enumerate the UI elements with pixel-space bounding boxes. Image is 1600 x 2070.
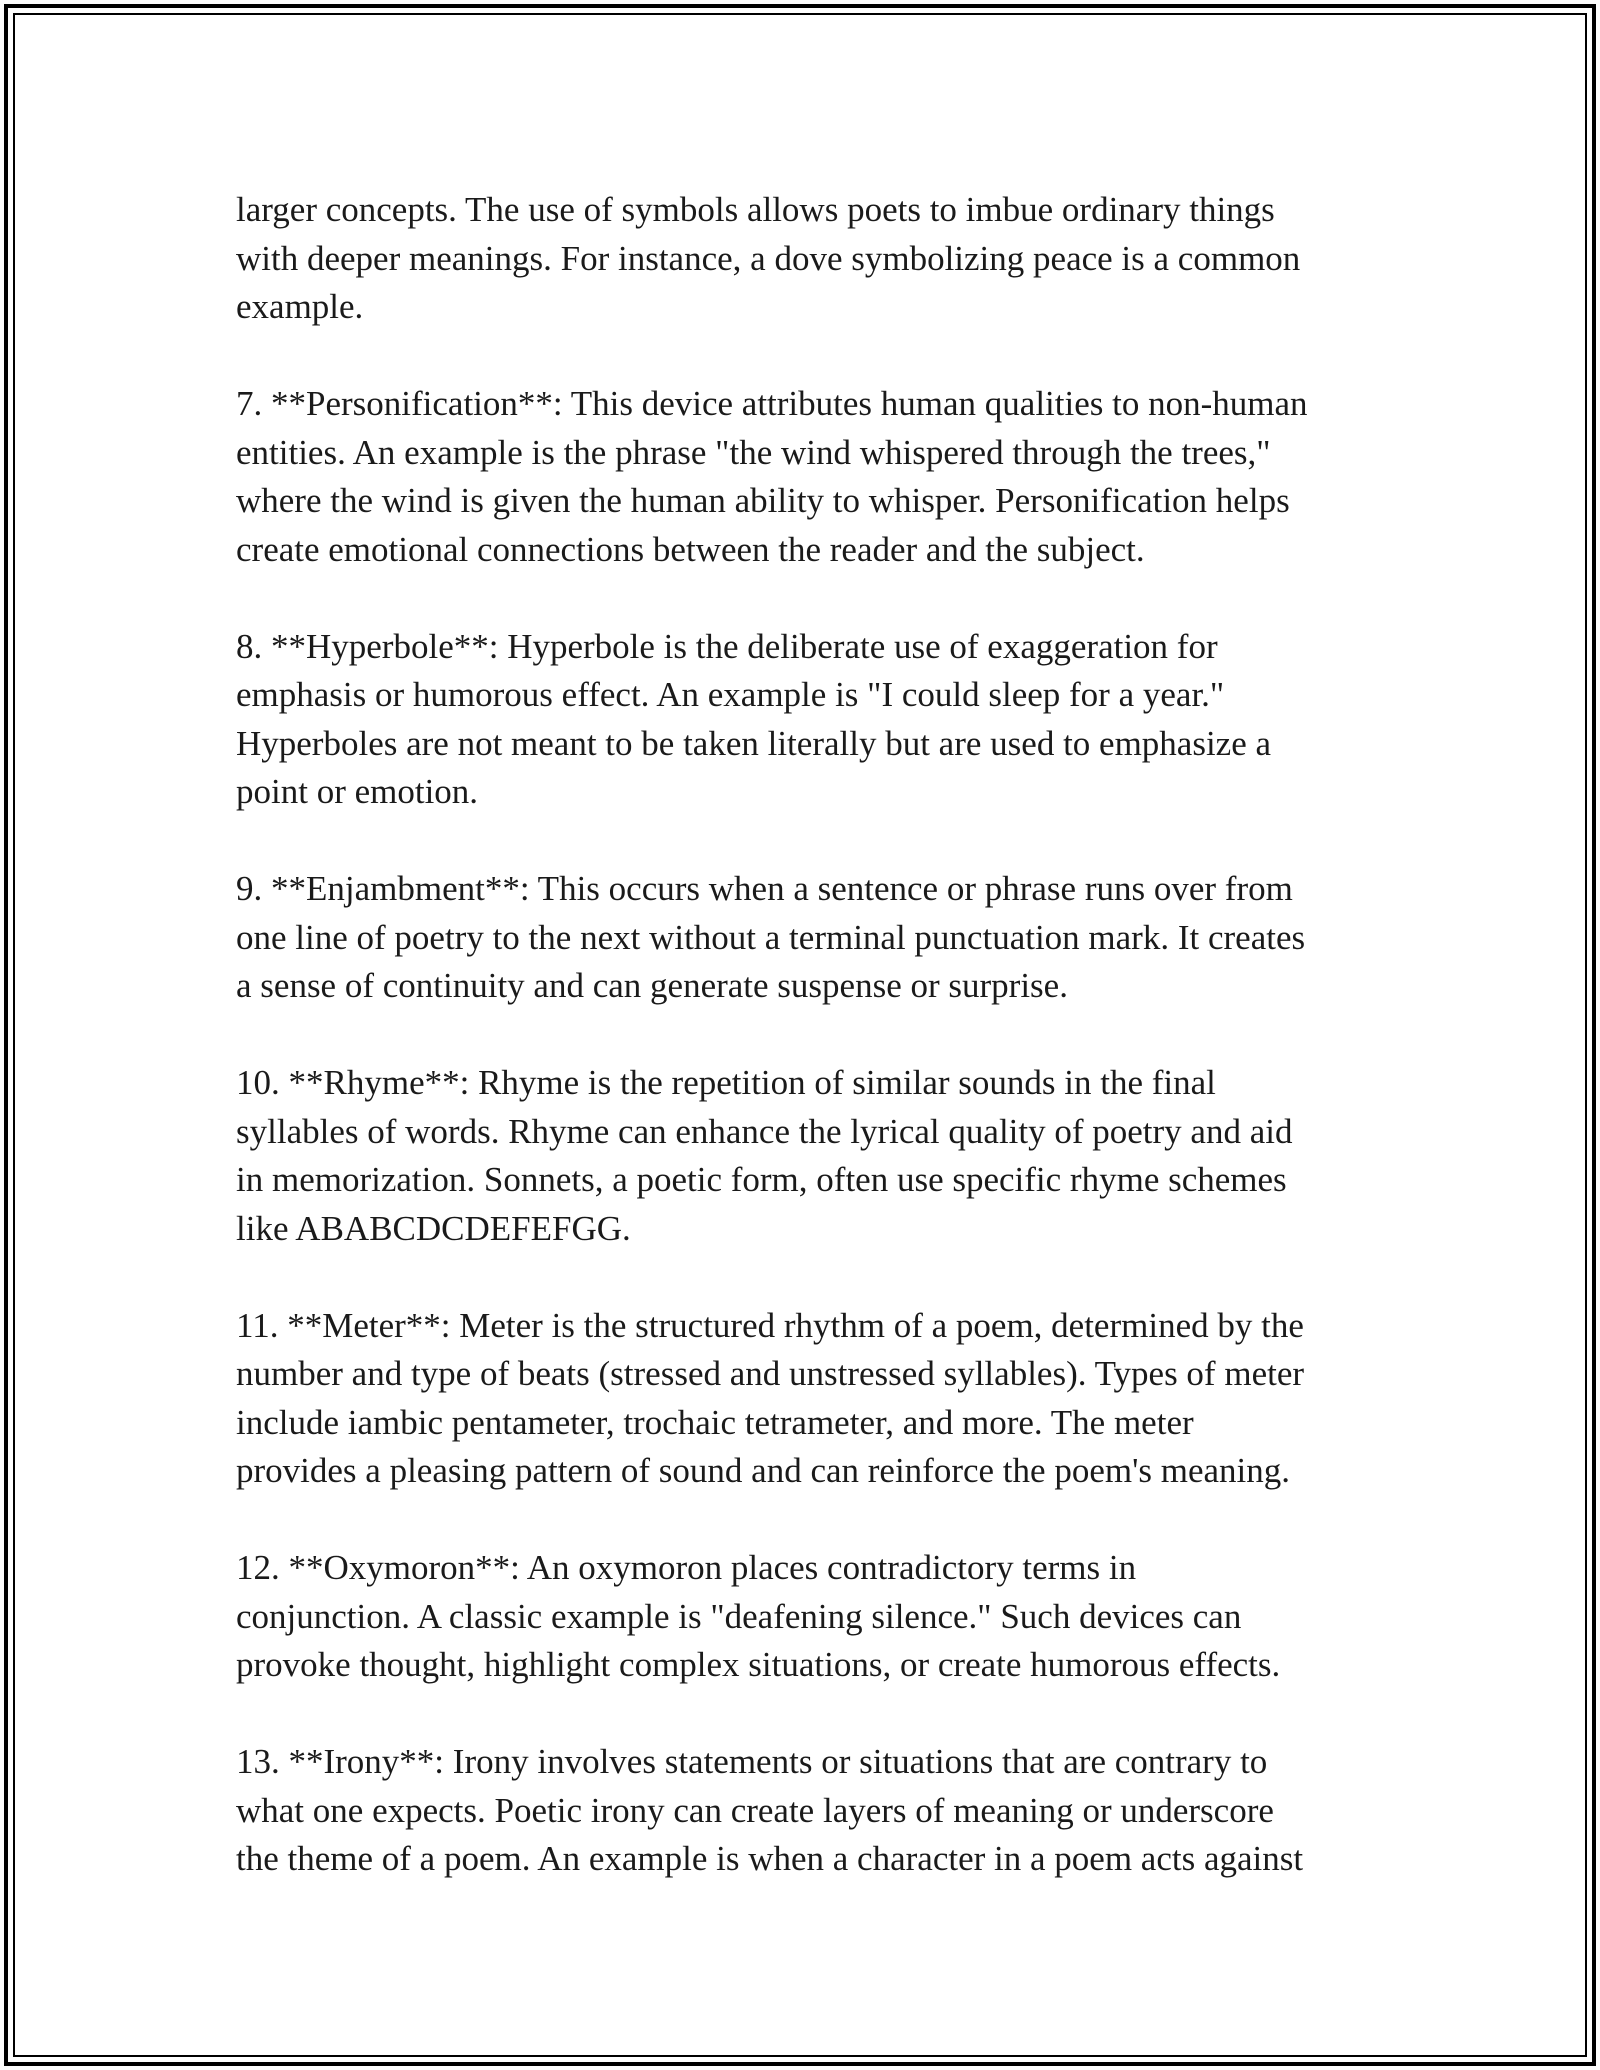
paragraph-oxymoron <box>236 1544 1396 1690</box>
text-line: emphasis or humorous effect. An example is "I could sleep for a year." <box>236 675 1225 714</box>
text-line: 11. **Meter**: Meter is the structured rhythm of a poem, determined by the <box>236 1305 1304 1345</box>
text-line: syllables of words. Rhyme can enhance the lyrical quality of poetry and aid <box>236 1111 1293 1151</box>
text-line: 9. **Enjambment**: This occurs when a sentence or phrase runs over from <box>236 869 1293 908</box>
text-line: provoke thought, highlight complex situations, or create humorous effects. <box>236 1645 1281 1684</box>
text-line: 8. **Hyperbole**: Hyperbole is the deliberate use of exaggeration for <box>236 626 1218 666</box>
text-line: the theme of a poem. An example is when a character in a poem acts against <box>236 1839 1304 1878</box>
text-line: point or emotion. <box>236 772 479 811</box>
text-line: create emotional connections between the reader and the subject. <box>236 529 1145 569</box>
text-line: 7. **Personification**: This device attributes human qualities to non-human <box>236 384 1308 423</box>
paragraph-symbolism-continued <box>236 186 1396 332</box>
text-line: with deeper meanings. For instance, a dove symbolizing peace is a common <box>236 238 1301 278</box>
text-line: Hyperboles are not meant to be taken literally but are used to emphasize a <box>236 723 1272 763</box>
text-line: one line of poetry to the next without a terminal punctuation mark. It creates <box>236 917 1306 957</box>
text-line: what one expects. Poetic irony can create layers of meaning or underscore <box>236 1790 1274 1830</box>
text-line: 13. **Irony**: Irony involves statements or situations that are contrary to <box>236 1742 1268 1781</box>
paragraph-irony <box>236 1738 1396 1884</box>
document-body <box>236 186 1396 1932</box>
paragraph-hyperbole <box>236 623 1396 817</box>
text-line: in memorization. Sonnets, a poetic form, often use specific rhyme schemes <box>236 1160 1287 1199</box>
paragraph-rhyme <box>236 1059 1396 1253</box>
paragraph-personification <box>236 380 1396 574</box>
text-line: provides a pleasing pattern of sound and can reinforce the poem's meaning. <box>236 1451 1291 1490</box>
text-line: a sense of continuity and can generate suspense or surprise. <box>236 966 1068 1005</box>
paragraph-meter <box>236 1302 1396 1496</box>
text-line: conjunction. A classic example is "deafening silence." Such devices can <box>236 1596 1242 1636</box>
text-line: example. <box>236 287 364 326</box>
text-line: entities. An example is the phrase "the wind whispered through the trees," <box>236 432 1271 472</box>
text-line: larger concepts. The use of symbols allows poets to imbue ordinary things <box>236 190 1275 229</box>
text-line: like ABABCDCDEFEFGG. <box>236 1208 631 1248</box>
text-line: where the wind is given the human ability to whisper. Personification helps <box>236 481 1290 520</box>
paragraph-enjambment <box>236 865 1396 1011</box>
text-line: 12. **Oxymoron**: An oxymoron places contradictory terms in <box>236 1548 1137 1587</box>
text-line: number and type of beats (stressed and unstressed syllables). Types of meter <box>236 1354 1305 1393</box>
text-line: include iambic pentameter, trochaic tetrameter, and more. The meter <box>236 1402 1194 1442</box>
text-line: 10. **Rhyme**: Rhyme is the repetition of similar sounds in the final <box>236 1063 1216 1102</box>
